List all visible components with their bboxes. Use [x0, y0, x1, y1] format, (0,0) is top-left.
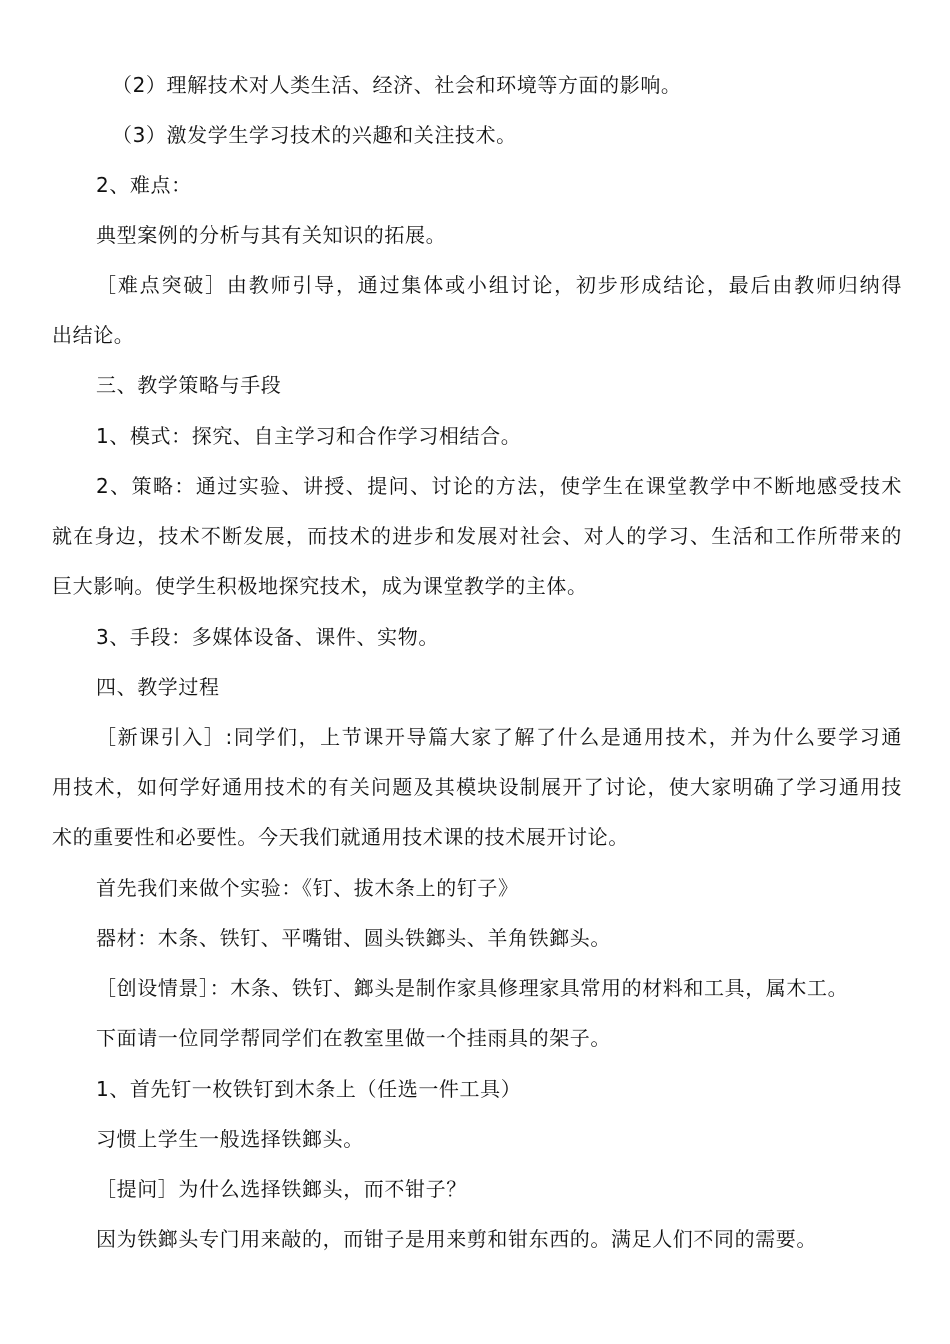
strategy-line-2: 就在身边，技术不断发展，而技术的进步和发展对社会、对人的学习、生活和工作所带来的	[52, 524, 902, 548]
means-text: 3、手段：多媒体设备、课件、实物。	[96, 625, 439, 649]
difficulty-breakthrough-line-2: 出结论。	[52, 323, 135, 347]
question-text: ［提问］为什么选择铁鎯头，而不钳子？	[96, 1177, 467, 1201]
section-3-heading: 三、教学策略与手段	[96, 373, 282, 397]
materials-text: 器材：木条、铁钉、平嘴钳、圆头铁鎯头、羊角铁鎯头。	[96, 926, 611, 950]
intro-line-2: 用技术，如何学好通用技术的有关问题及其模块设制展开了讨论，使大家明确了学习通用技	[52, 775, 902, 799]
step-1-text: 1、首先钉一枚铁钉到木条上（任选一件工具）	[96, 1077, 522, 1101]
intro-line-3: 术的重要性和必要性。今天我们就通用技术课的技术展开讨论。	[52, 825, 629, 849]
scenario-text: ［创设情景］：木条、铁钉、鎯头是制作家具修理家具常用的材料和工具，属木工。	[96, 976, 849, 1000]
objective-2: （2）理解技术对人类生活、经济、社会和环境等方面的影响。	[112, 73, 682, 97]
intro-line-1: ［新课引入］:同学们，上节课开导篇大家了解了什么是通用技术，并为什么要学习通	[96, 725, 902, 749]
difficulty-breakthrough-line-1: ［难点突破］由教师引导，通过集体或小组讨论，初步形成结论，最后由教师归纳得	[96, 273, 902, 297]
difficulty-text: 典型案例的分析与其有关知识的拓展。	[96, 223, 447, 247]
objective-3: （3）激发学生学习技术的兴趣和关注技术。	[112, 123, 517, 147]
task-text: 下面请一位同学帮同学们在教室里做一个挂雨具的架子。	[96, 1026, 611, 1050]
strategy-line-1: 2、策略：通过实验、讲授、提问、讨论的方法，使学生在课堂教学中不断地感受技术	[96, 474, 902, 498]
section-4-heading: 四、教学过程	[96, 675, 220, 699]
habit-text: 习惯上学生一般选择铁鎯头。	[96, 1127, 364, 1151]
mode-text: 1、模式：探究、自主学习和合作学习相结合。	[96, 424, 522, 448]
answer-text: 因为铁鎯头专门用来敲的，而钳子是用来剪和钳东西的。满足人们不同的需要。	[96, 1227, 817, 1251]
difficulty-heading: 2、难点：	[96, 173, 192, 197]
experiment-title: 首先我们来做个实验：《钉、拔木条上的钉子》	[96, 876, 519, 900]
strategy-line-3: 巨大影响。使学生积极地探究技术，成为课堂教学的主体。	[52, 574, 588, 598]
